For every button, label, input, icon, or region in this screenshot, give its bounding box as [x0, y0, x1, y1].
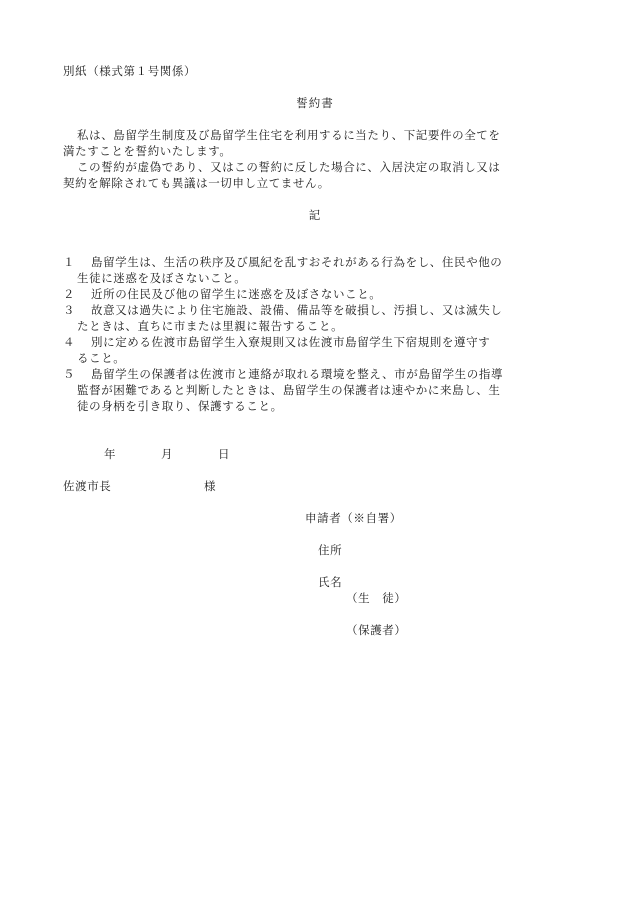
item-text: 島留学生は、生活の秩序及び風紀を乱すおそれがある行為をし、住民や他の: [91, 255, 503, 269]
applicant-guardian-label: （保護者）: [346, 623, 407, 637]
applicant-address-label: 住所: [318, 543, 343, 557]
addressee-name: 佐渡市長: [63, 479, 112, 493]
item-number: ４: [63, 335, 76, 349]
item-number: ５: [63, 367, 76, 381]
item-number: ２: [63, 287, 76, 301]
date-day-label: 日: [218, 447, 231, 461]
document-title: 誓約書: [296, 96, 334, 110]
date-year-label: 年: [104, 447, 117, 461]
date-month-label: 月: [161, 447, 174, 461]
item-text: 故意又は過失により住宅施設、設備、備品等を破損し、汚損し、又は滅失し: [91, 303, 503, 317]
item-text: 徒の身柄を引き取り、保護すること。: [77, 399, 283, 413]
item-number: ３: [63, 303, 76, 317]
item-text: たときは、直ちに市または里親に報告すること。: [77, 319, 344, 333]
applicant-name-label: 氏名: [318, 575, 343, 589]
intro-line-1: 私は、島留学生制度及び島留学生住宅を利用するに当たり、下記要件の全てを: [77, 128, 501, 142]
applicant-student-label: （生 徒）: [346, 591, 407, 605]
intro-line-3: この誓約が虚偽であり、又はこの誓約に反した場合に、入居決定の取消し又は: [77, 160, 501, 174]
item-text: 近所の住民及び他の留学生に迷惑を及ぼさないこと。: [91, 287, 382, 301]
addressee-honorific: 様: [204, 479, 217, 493]
item-number: １: [63, 255, 76, 269]
form-reference-note: 別紙（様式第１号関係）: [63, 64, 197, 78]
applicant-heading: 申請者（※自署）: [305, 511, 402, 525]
intro-line-2: 満たすことを誓約いたします。: [63, 144, 232, 158]
item-text: 別に定める佐渡市島留学生入寮規則又は佐渡市島留学生下宿規則を遵守す: [91, 335, 491, 349]
item-text: ること。: [77, 351, 126, 365]
ki-heading: 記: [308, 208, 322, 222]
item-text: 島留学生の保護者は佐渡市と連絡が取れる環境を整え、市が島留学生の指導: [91, 367, 504, 381]
intro-line-4: 契約を解除されても異議は一切申し立てません。: [63, 176, 330, 190]
item-text: 監督が困難であると判断したときは、島留学生の保護者は速やかに来島し、生: [77, 383, 501, 397]
item-text: 生徒に迷惑を及ぼさないこと。: [77, 271, 247, 285]
